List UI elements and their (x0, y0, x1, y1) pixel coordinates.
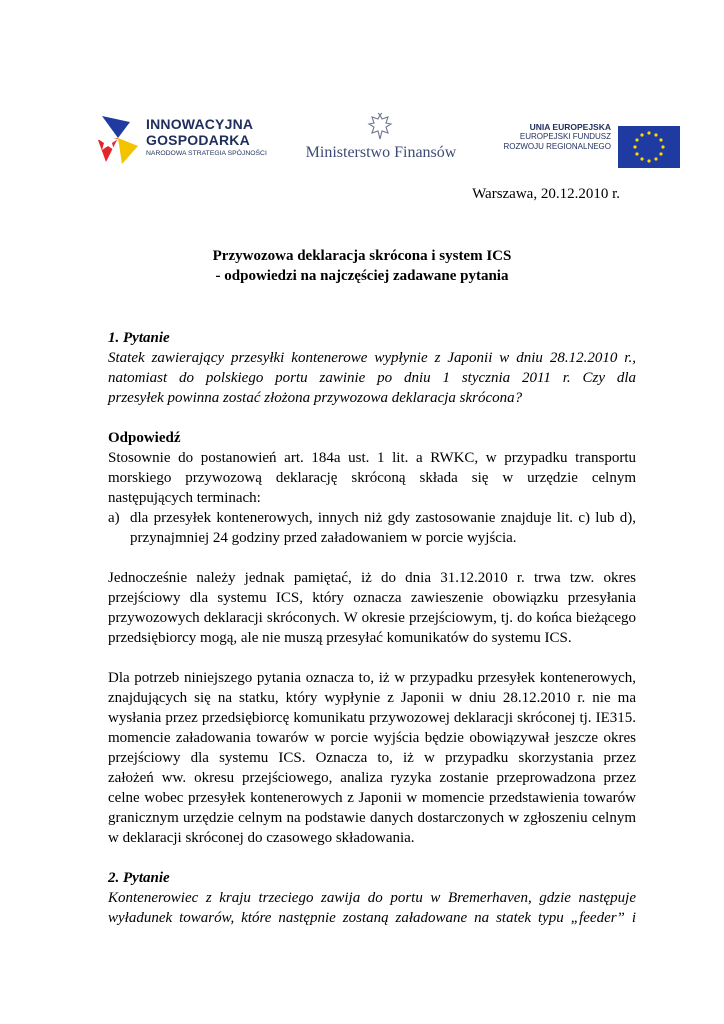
answer-1-paragraph-3-line: celne wobec przesyłek kontenerowych z Japonii w momencie przedstawienia towarów (108, 790, 636, 806)
answer-1-paragraph-3-line: granicznym urzędzie celnym na podstawie danych dostarczonych w zgłoszeniu celnym (108, 810, 636, 826)
document-title-line-2: - odpowiedzi na najczęściej zadawane pytania (215, 268, 509, 284)
ministry-name: Ministerstwo Finansów (305, 144, 457, 161)
question-1-line: przesyłek powinna zostać złożona przywozowa deklaracja skrócona? (108, 390, 523, 406)
answer-1-paragraph-3-line: wysłania przez przedsiębiorcę komunikatu przywozowej deklaracji skróconej tj. IE315. (108, 710, 636, 726)
document-title-line-1: Przywozowa deklaracja skrócona i system ICS (212, 248, 512, 264)
answer-1-paragraph-1-line: Stosownie do postanowień art. 184a ust. 1 lit. a RWKC, w przypadku transportu (108, 450, 636, 466)
question-2-line: Kontenerowiec z kraju trzeciego zawija do portu w Bremerhaven, gdzie następuje (108, 890, 636, 906)
logo-line-3: NARODOWA STRATEGIA SPÓJNOŚCI (146, 150, 267, 157)
eu-line-1: UNIA EUROPEJSKA (529, 122, 611, 132)
document-date: Warszawa, 20.12.2010 r. (472, 186, 620, 202)
innowacyjna-gospodarka-emblem-icon (96, 112, 140, 166)
question-2-heading: 2. Pytanie (108, 870, 170, 886)
answer-1-paragraph-3-line: przejściowy dla systemu ICS. Oznacza to, iż w przypadku skorzystania przez (108, 750, 636, 766)
innowacyjna-gospodarka-logo (96, 110, 266, 170)
answer-1-paragraph-3-line: znajdujących się na statku, który wypłynie z Japonii w dniu 28.12.2010 r. nie ma (108, 690, 636, 706)
answer-1-paragraph-2-line: przedsiębiorcy mogą, ale nie muszą przesyłać komunikatów do systemu ICS. (108, 630, 572, 646)
answer-1-paragraph-2-line: Jednocześnie należy jednak pamiętać, iż do dnia 31.12.2010 r. trwa tzw. okres (108, 570, 636, 586)
list-item-line: przynajmniej 24 godziny przed załadowaniem w porcie wyjścia. (130, 530, 517, 546)
eu-line-3: ROZWOJU REGIONALNEGO (503, 142, 611, 151)
answer-1-paragraph-2-line: przejściowy dla systemu ICS, który oznacza zawieszenie obowiązku przesyłania (108, 590, 636, 606)
eagle-emblem-icon (367, 112, 393, 142)
eu-fund-label (491, 122, 611, 152)
answer-1-paragraph-3-line: założeń ww. okresu przejściowego, analiza ryzyka zostanie przeprowadzona przez (108, 770, 636, 786)
logo-line-2: GOSPODARKA (146, 132, 250, 148)
logo-line-1: INNOWACYJNA (146, 116, 254, 132)
ministerstwo-finansow-logo (301, 110, 461, 170)
header-logos (96, 110, 686, 174)
eu-flag-icon (618, 126, 680, 168)
answer-1-paragraph-1-line: morskiego przywozową deklarację skróconą składa się w urzędzie celnym (108, 470, 636, 486)
question-1-line: Statek zawierający przesyłki kontenerowe wypłynie z Japonii w dniu 28.12.2010 r., (108, 350, 636, 366)
answer-1-paragraph-3-line: momencie załadowania towarów w porcie wyjścia będzie obowiązywał jeszcze okres (108, 730, 636, 746)
answer-1-paragraph-1-line: następujących terminach: (108, 490, 261, 506)
answer-1-paragraph-3-line: Dla potrzeb niniejszego pytania oznacza to, iż w przypadku przesyłek kontenerowych, (108, 670, 636, 686)
answer-1-paragraph-3-line: w deklaracji skróconej do czasowego składowania. (108, 830, 415, 846)
question-1-line: natomiast do polskiego portu zawinie po dniu 1 stycznia 2011 r. Czy dla (108, 370, 636, 386)
list-marker: a) (108, 510, 120, 526)
question-2-line: wyładunek towarów, które następnie zostaną załadowane na statek typu „feeder” i (108, 910, 636, 926)
list-item-line: dla przesyłek kontenerowych, innych niż gdy zastosowanie znajduje lit. c) lub d), (130, 510, 636, 526)
answer-1-paragraph-2-line: przywozowych deklaracji skróconych. W okresie przejściowym, tj. do końca bieżącego (108, 610, 636, 626)
question-1-heading: 1. Pytanie (108, 330, 170, 346)
answer-1-heading: Odpowiedź (108, 430, 181, 446)
eu-line-2: EUROPEJSKI FUNDUSZ (519, 132, 611, 141)
